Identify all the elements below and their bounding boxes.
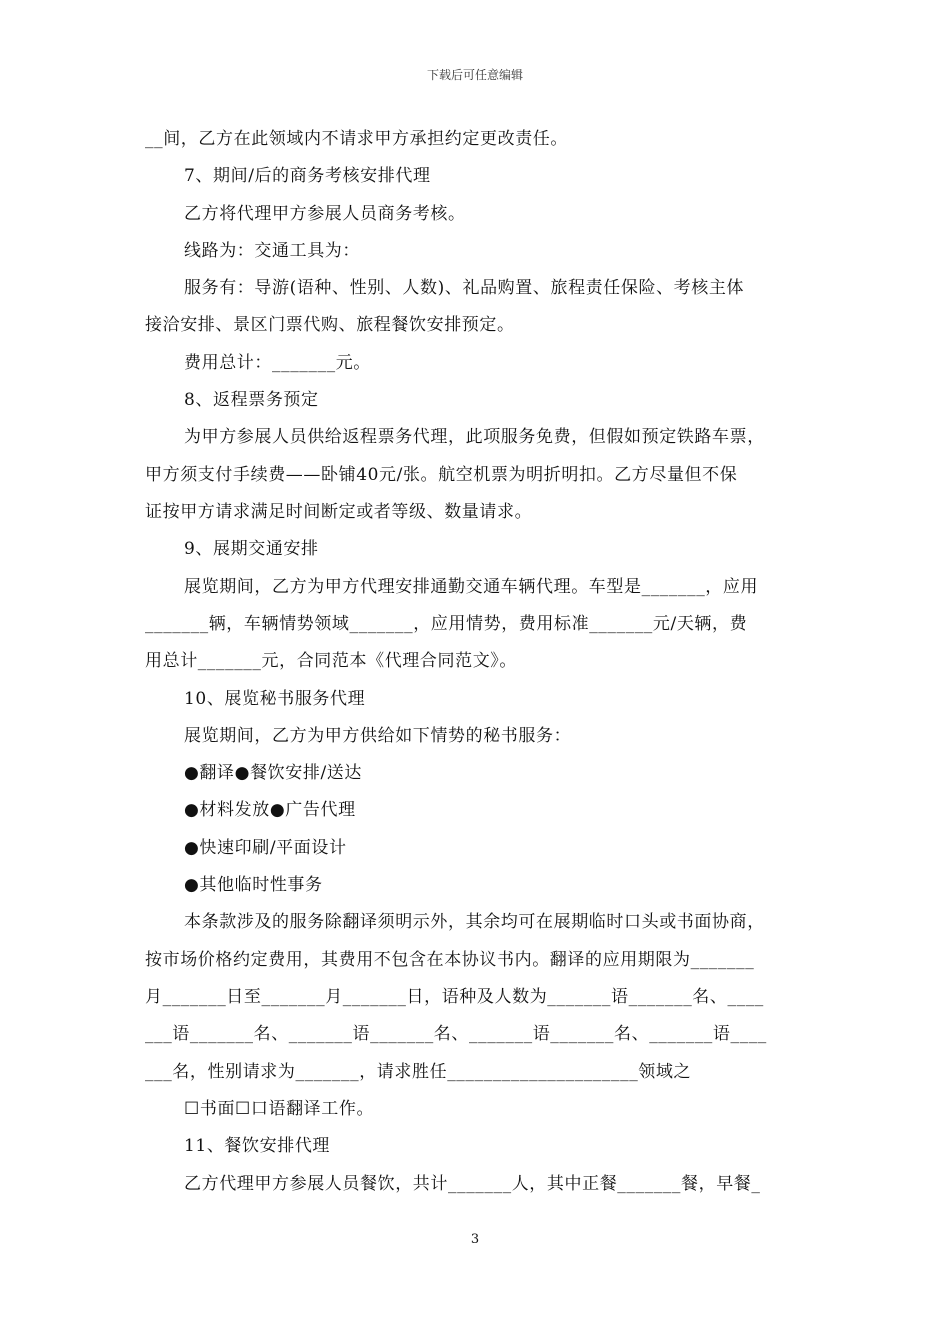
text-line: 线路为：交通工具为： <box>184 241 360 261</box>
text-line: 证按甲方请求满足时间断定或者等级、数量请求。 <box>145 502 533 522</box>
text-line: 乙方代理甲方参展人员餐饮，共计_______人，其中正餐_______餐，早餐_ <box>184 1174 761 1194</box>
text-line: 展览期间，乙方为甲方供给如下情势的秘书服务： <box>184 726 572 746</box>
page-number: 3 <box>470 1232 480 1247</box>
section-heading: 8、返程票务预定 <box>184 390 319 410</box>
text-line: ___语_______名、_______语_______名、_______语_______名、_______语____ <box>145 1024 767 1044</box>
bullet-item: ●其他临时性事务 <box>184 875 323 895</box>
text-line: 月_______日至_______月_______日，语种及人数为_______语_______名、____ <box>145 987 764 1007</box>
page-header: 下载后可任意编辑 <box>426 68 523 82</box>
text-line: 按市场价格约定费用，其费用不包含在本协议书内。翻译的应用期限为_______ <box>145 950 755 970</box>
text-line: ___名，性别请求为_______，请求胜任_____________________领域之 <box>145 1062 692 1082</box>
text-line: __间，乙方在此领域内不请求甲方承担约定更改责任。 <box>145 129 568 149</box>
text-line: 服务有：导游(语种、性别、人数)、礼品购置、旅程责任保险、考核主体 <box>184 278 745 298</box>
bullet-item: ●翻译●餐饮安排/送达 <box>184 763 362 783</box>
text-line: 费用总计：_______元。 <box>184 353 371 373</box>
text-line: 甲方须支付手续费——卧铺40元/张。航空机票为明折明扣。乙方尽量但不保 <box>145 465 738 485</box>
text-line: ☐书面☐口语翻译工作。 <box>184 1099 375 1119</box>
text-line: 本条款涉及的服务除翻译须明示外，其余均可在展期临时口头或书面协商， <box>184 912 765 932</box>
section-heading: 7、期间/后的商务考核安排代理 <box>184 166 431 186</box>
section-heading: 11、餐饮安排代理 <box>184 1136 331 1156</box>
text-line: 接洽安排、景区门票代购、旅程餐饮安排预定。 <box>145 315 515 335</box>
text-line: 乙方将代理甲方参展人员商务考核。 <box>184 204 466 224</box>
section-heading: 10、展览秘书服务代理 <box>184 689 366 709</box>
text-line: 用总计_______元，合同范本《代理合同范文》。 <box>145 651 517 671</box>
bullet-item: ●材料发放●广告代理 <box>184 800 356 820</box>
text-line: 为甲方参展人员供给返程票务代理，此项服务免费，但假如预定铁路车票， <box>184 427 765 447</box>
bullet-item: ●快速印刷/平面设计 <box>184 838 347 858</box>
section-heading: 9、展期交通安排 <box>184 539 319 559</box>
text-line: _______辆，车辆情势领域_______，应用情势，费用标准_______元/天辆，费 <box>145 614 748 634</box>
text-line: 展览期间，乙方为甲方代理安排通勤交通车辆代理。车型是_______，应用 <box>184 577 759 597</box>
